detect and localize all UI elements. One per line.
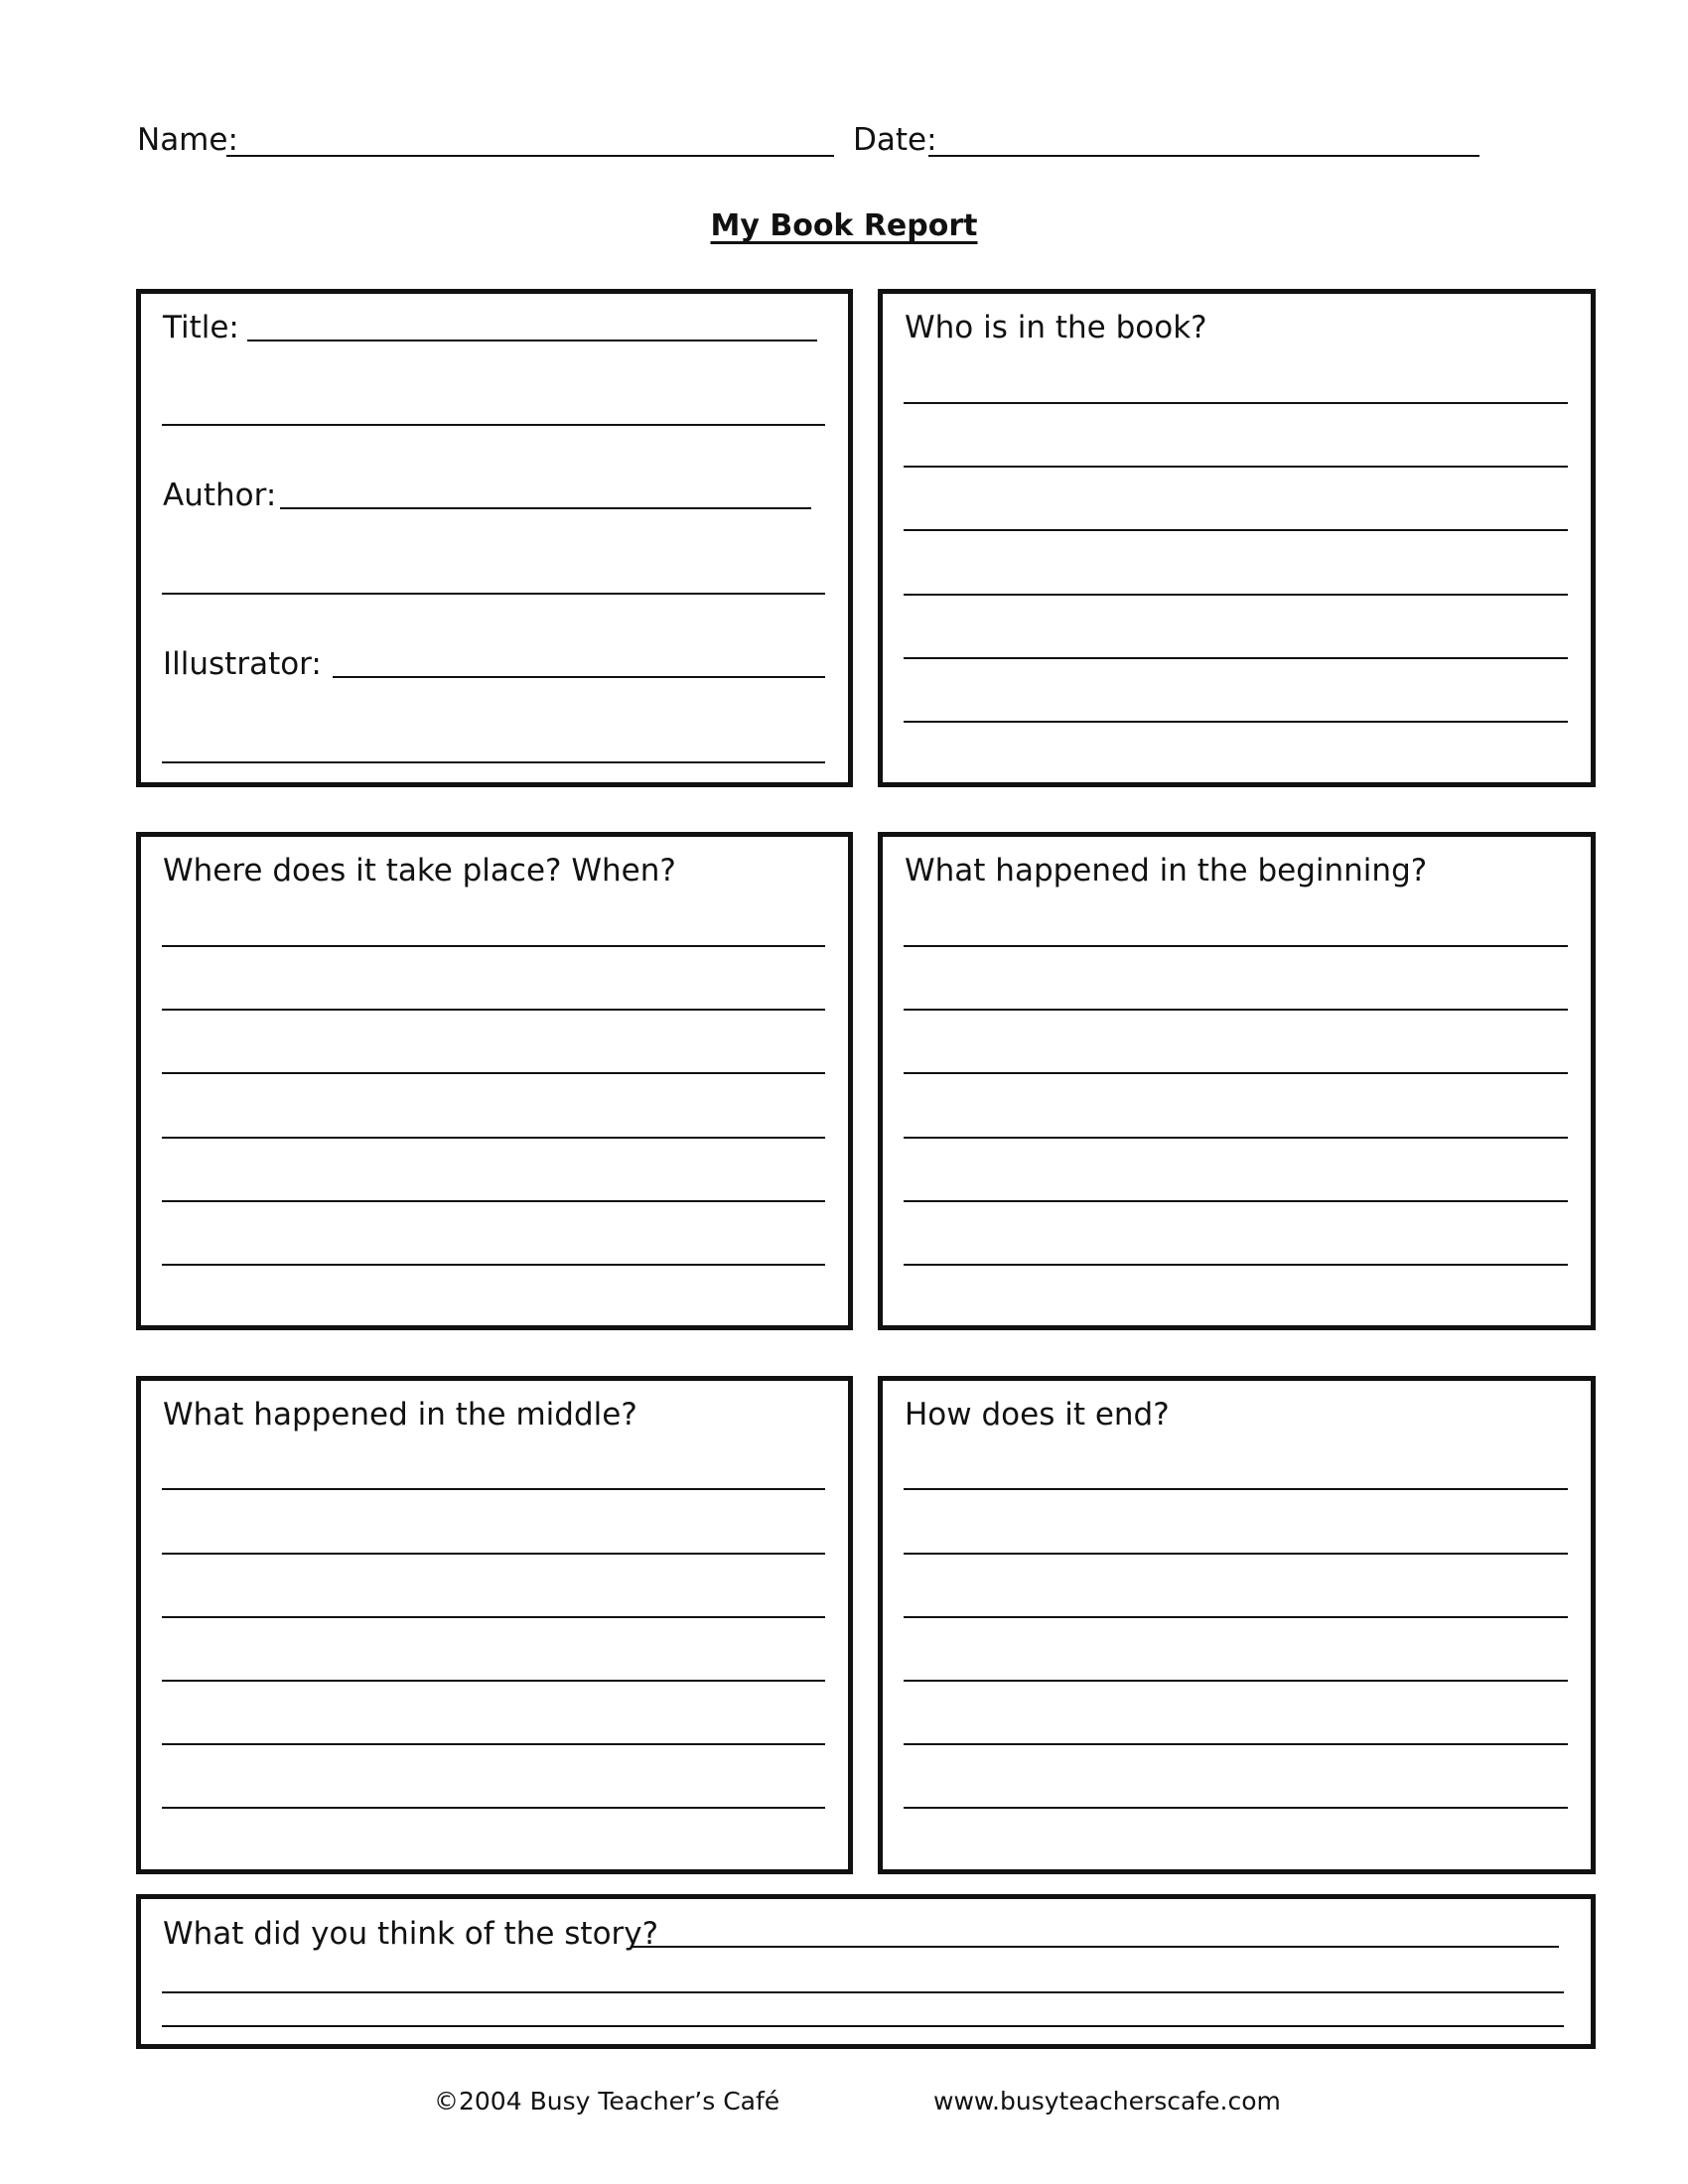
- beginning-prompt: What happened in the beginning?: [905, 853, 1428, 888]
- website-link[interactable]: www.busyteacherscafe.com: [933, 2087, 1281, 2116]
- ending-prompt: How does it end?: [905, 1397, 1170, 1433]
- copyright-text: ©2004 Busy Teacher’s Café: [434, 2087, 780, 2116]
- beginning-line[interactable]: [904, 1072, 1568, 1074]
- setting-line[interactable]: [162, 1137, 825, 1139]
- characters-line[interactable]: [904, 721, 1568, 723]
- name-label: Name:: [137, 122, 238, 158]
- book-info-box: [136, 289, 853, 787]
- title-label: Title:: [163, 310, 239, 345]
- beginning-line[interactable]: [904, 945, 1568, 947]
- author-label: Author:: [163, 478, 277, 513]
- setting-line[interactable]: [162, 1009, 825, 1011]
- ending-line[interactable]: [904, 1553, 1568, 1555]
- characters-line[interactable]: [904, 402, 1568, 404]
- page-title: My Book Report: [710, 208, 978, 243]
- characters-box: [878, 289, 1596, 787]
- author-field-line-2[interactable]: [162, 593, 825, 595]
- ending-line[interactable]: [904, 1807, 1568, 1809]
- middle-line[interactable]: [162, 1743, 825, 1745]
- middle-prompt: What happened in the middle?: [163, 1397, 637, 1433]
- setting-line[interactable]: [162, 1264, 825, 1266]
- characters-line[interactable]: [904, 529, 1568, 531]
- illustrator-label: Illustrator:: [163, 646, 322, 682]
- name-field[interactable]: [226, 155, 834, 157]
- beginning-box: [878, 832, 1596, 1330]
- ending-line[interactable]: [904, 1680, 1568, 1682]
- ending-line[interactable]: [904, 1616, 1568, 1618]
- middle-line[interactable]: [162, 1488, 825, 1490]
- date-label: Date:: [853, 122, 937, 158]
- middle-line[interactable]: [162, 1680, 825, 1682]
- author-field[interactable]: [280, 507, 811, 509]
- beginning-line[interactable]: [904, 1009, 1568, 1011]
- opinion-line[interactable]: [162, 1991, 1564, 1993]
- setting-box: [136, 832, 853, 1330]
- beginning-line[interactable]: [904, 1264, 1568, 1266]
- opinion-line[interactable]: [162, 2025, 1564, 2027]
- title-field-line-2[interactable]: [162, 424, 825, 426]
- characters-line[interactable]: [904, 594, 1568, 596]
- middle-line[interactable]: [162, 1616, 825, 1618]
- setting-line[interactable]: [162, 1072, 825, 1074]
- opinion-field[interactable]: [631, 1946, 1559, 1948]
- ending-line[interactable]: [904, 1743, 1568, 1745]
- ending-box: [878, 1376, 1596, 1874]
- characters-line[interactable]: [904, 466, 1568, 468]
- characters-prompt: Who is in the book?: [905, 310, 1207, 345]
- middle-box: [136, 1376, 853, 1874]
- middle-line[interactable]: [162, 1807, 825, 1809]
- date-field[interactable]: [928, 155, 1479, 157]
- opinion-prompt: What did you think of the story?: [163, 1916, 659, 1952]
- setting-line[interactable]: [162, 1200, 825, 1202]
- ending-line[interactable]: [904, 1488, 1568, 1490]
- setting-prompt: Where does it take place? When?: [163, 853, 676, 888]
- illustrator-field[interactable]: [333, 676, 825, 678]
- beginning-line[interactable]: [904, 1200, 1568, 1202]
- title-field[interactable]: [247, 340, 817, 341]
- beginning-line[interactable]: [904, 1137, 1568, 1139]
- characters-line[interactable]: [904, 657, 1568, 659]
- setting-line[interactable]: [162, 945, 825, 947]
- middle-line[interactable]: [162, 1553, 825, 1555]
- illustrator-field-line-2[interactable]: [162, 761, 825, 763]
